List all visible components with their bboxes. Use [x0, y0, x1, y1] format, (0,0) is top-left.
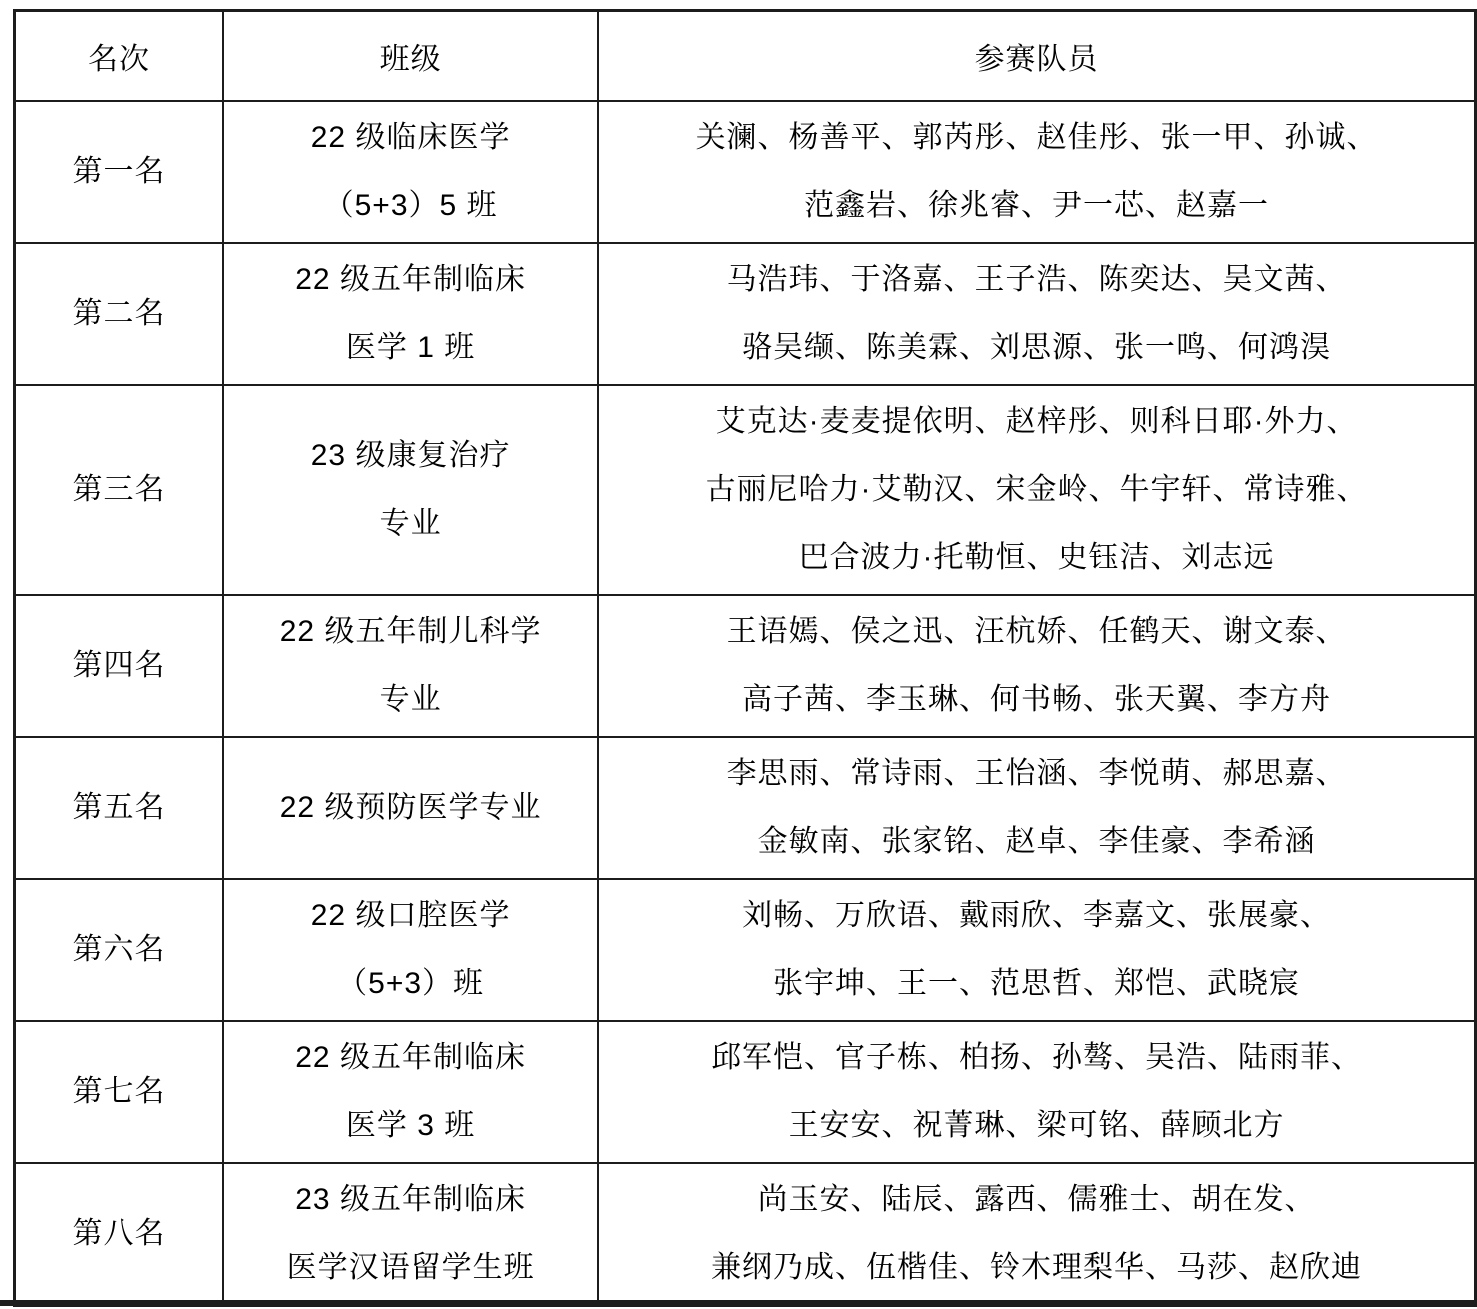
header-members: 参赛队员	[598, 11, 1475, 102]
members-line: 刘畅、万欣语、戴雨欣、李嘉文、张展豪、	[742, 899, 1332, 932]
table-row	[15, 879, 1476, 1021]
class-cell	[223, 595, 598, 737]
members-line: 邱军恺、官子栋、柏扬、孙骜、吴浩、陆雨菲、	[711, 1041, 1363, 1074]
table-row	[15, 385, 1476, 595]
rank-cell	[15, 1163, 224, 1306]
class-line: （5+3）班	[337, 967, 485, 1000]
class-line: 23 级康复治疗	[310, 439, 511, 472]
class-cell	[223, 1021, 598, 1163]
class-line: 22 级五年制临床	[295, 263, 526, 296]
rank-cell	[15, 595, 224, 737]
rank-label: 第七名	[72, 1075, 166, 1108]
class-line: 医学 1 班	[345, 331, 476, 364]
class-line: 22 级五年制临床	[295, 1041, 526, 1074]
rank-label: 第二名	[72, 297, 166, 330]
members-line: 艾克达·麦麦提依明、赵梓彤、则科日耶·外力、	[715, 405, 1358, 438]
class-line: 22 级预防医学专业	[279, 791, 542, 824]
members-cell	[598, 1021, 1475, 1163]
members-cell	[598, 737, 1475, 879]
members-line: 关澜、杨善平、郭芮彤、赵佳彤、张一甲、孙诚、	[695, 121, 1378, 154]
rank-cell	[15, 385, 224, 595]
members-line: 张宇坤、王一、范思哲、郑恺、武晓宸	[773, 967, 1301, 1000]
rank-cell	[15, 737, 224, 879]
header-rank: 名次	[15, 11, 224, 102]
table-row	[15, 737, 1476, 879]
table-row	[15, 243, 1476, 385]
rank-label: 第八名	[72, 1217, 166, 1250]
members-line: 王语嫣、侯之迅、汪杭娇、任鹤天、谢文泰、	[726, 615, 1347, 648]
members-cell	[598, 385, 1475, 595]
members-line: 尚玉安、陆辰、露西、儒雅士、胡在发、	[757, 1183, 1316, 1216]
class-line: 医学 3 班	[345, 1109, 476, 1142]
results-table	[13, 9, 1477, 1307]
class-cell	[223, 737, 598, 879]
class-cell	[223, 1163, 598, 1306]
page-bottom-edge	[0, 1300, 1477, 1306]
class-line: 23 级五年制临床	[295, 1183, 526, 1216]
table-body	[15, 101, 1476, 1306]
rank-label: 第五名	[72, 791, 166, 824]
members-cell	[598, 595, 1475, 737]
members-line: 李思雨、常诗雨、王怡涵、李悦萌、郝思嘉、	[726, 757, 1347, 790]
members-line: 巴合波力·托勒恒、史钰洁、刘志远	[798, 541, 1275, 574]
rank-cell	[15, 101, 224, 243]
table-header-row	[15, 11, 1476, 102]
rank-cell	[15, 879, 224, 1021]
members-cell	[598, 101, 1475, 243]
members-line: 古丽尼哈力·艾勒汉、宋金岭、牛宇轩、常诗雅、	[705, 473, 1368, 506]
members-cell	[598, 879, 1475, 1021]
rank-cell	[15, 1021, 224, 1163]
members-line: 马浩玮、于洛嘉、王子浩、陈奕达、吴文茜、	[726, 263, 1347, 296]
header-class: 班级	[223, 11, 598, 102]
class-cell	[223, 243, 598, 385]
members-cell	[598, 1163, 1475, 1306]
table-row	[15, 1163, 1476, 1306]
rank-label: 第一名	[72, 155, 166, 188]
class-cell	[223, 385, 598, 595]
class-line: （5+3）5 班	[323, 189, 498, 222]
class-line: 专业	[379, 683, 442, 716]
members-line: 王安安、祝菁琳、梁可铭、薛顾北方	[788, 1109, 1285, 1142]
rank-label: 第四名	[72, 649, 166, 682]
members-line: 金敏南、张家铭、赵卓、李佳豪、李希涵	[757, 825, 1316, 858]
table-row	[15, 595, 1476, 737]
members-cell	[598, 243, 1475, 385]
class-line: 22 级临床医学	[310, 121, 511, 154]
rank-label: 第三名	[72, 473, 166, 506]
class-line: 22 级口腔医学	[310, 899, 511, 932]
table-row	[15, 101, 1476, 243]
class-line: 专业	[379, 507, 442, 540]
members-line: 高子茜、李玉琳、何书畅、张天翼、李方舟	[742, 683, 1332, 716]
members-line: 范鑫岩、徐兆睿、尹一芯、赵嘉一	[804, 189, 1270, 222]
members-line: 骆吴缬、陈美霖、刘思源、张一鸣、何鸿淏	[742, 331, 1332, 364]
rank-cell	[15, 243, 224, 385]
class-cell	[223, 879, 598, 1021]
rank-label: 第六名	[72, 933, 166, 966]
class-cell	[223, 101, 598, 243]
members-line: 兼纲乃成、伍楷佳、铃木理梨华、马莎、赵欣迪	[711, 1251, 1363, 1284]
table-row	[15, 1021, 1476, 1163]
class-line: 22 级五年制儿科学	[279, 615, 542, 648]
class-line: 医学汉语留学生班	[286, 1251, 535, 1284]
